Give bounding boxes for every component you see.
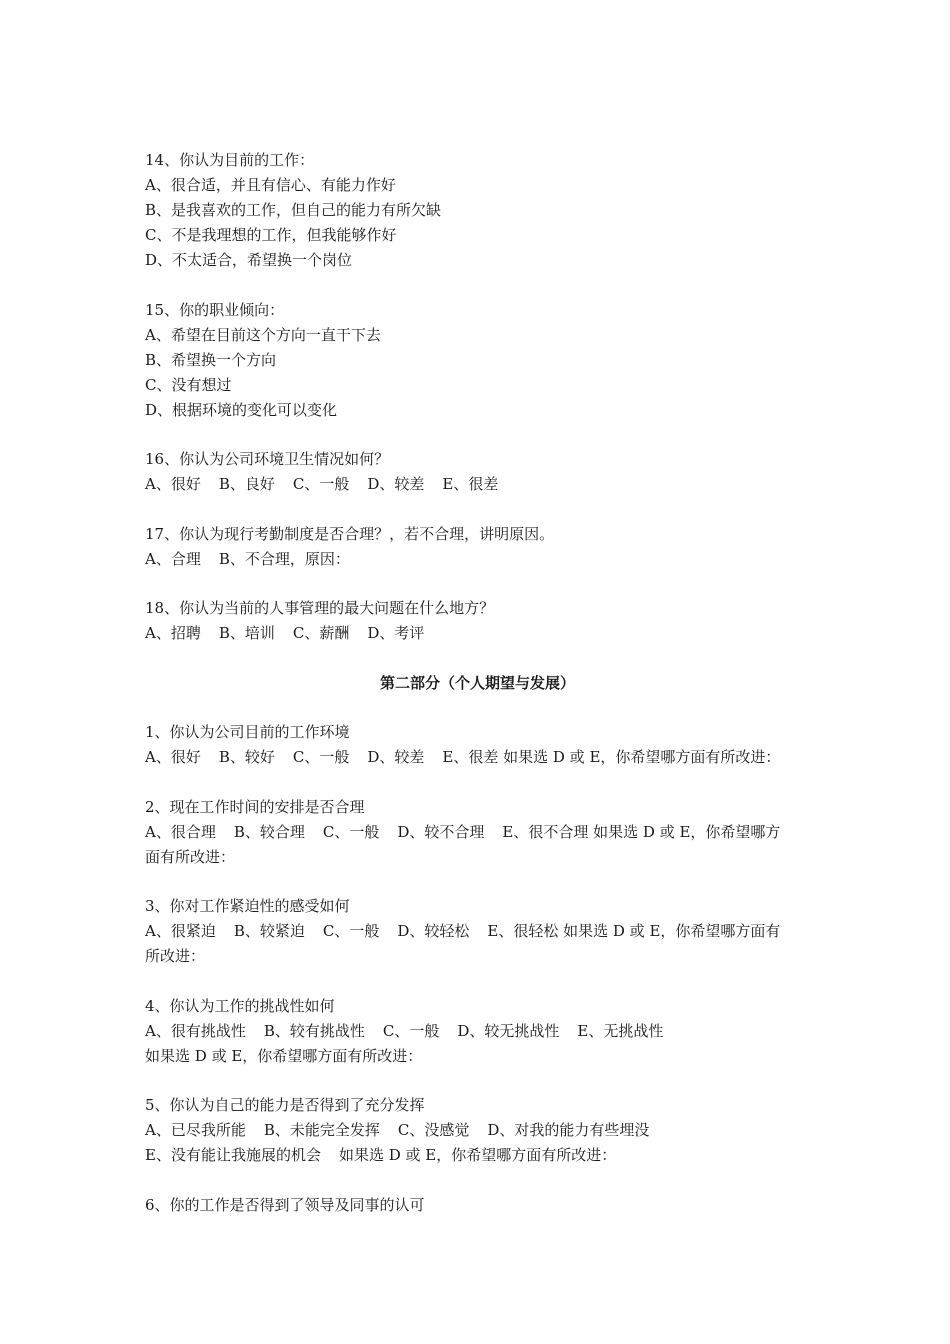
option-b: B、培训 (218, 624, 275, 642)
part2-question-4-continuation: 如果选 D 或 E，你希望哪方面有所改进： (145, 1046, 423, 1065)
option-a: A、已尽我所能 (145, 1121, 246, 1139)
improvement-prompt: 如果选 D 或 E，你希望哪方面有所改进： (338, 1146, 617, 1164)
option-c: C、一般 (322, 922, 380, 940)
part2-question-2-title: 2、现在工作时间的安排是否合理 (145, 797, 365, 816)
option-d: D、考评 (367, 624, 425, 642)
question-14-option-d: D、不太适合，希望换一个岗位 (145, 251, 353, 269)
question-18-options (145, 621, 810, 646)
option-e: E、很差 (442, 475, 499, 493)
option-a: A、招聘 (145, 624, 201, 642)
part2-question-4-options (145, 1019, 810, 1044)
question-14-option-c: C、不是我理想的工作，但我能够作好 (145, 226, 397, 244)
part2-question-3-continuation: 所改进： (145, 947, 206, 965)
option-a: A、很合理 (145, 822, 216, 841)
part2-question-1-title: 1、你认为公司目前的工作环境 (145, 723, 350, 741)
option-e: E、无挑战性 (577, 1021, 664, 1040)
option-c: C、一般 (322, 822, 380, 841)
part2-question-2-options (145, 820, 810, 845)
option-b: B、较合理 (233, 822, 305, 841)
question-14-option-a: A、很合适，并且有信心、有能力作好 (145, 176, 396, 194)
section-heading: 第二部分（个人期望与发展） (379, 673, 575, 692)
option-c: C、一般 (292, 748, 350, 766)
option-b: B、未能完全发挥 (263, 1121, 380, 1139)
option-b: B、较有挑战性 (263, 1021, 365, 1040)
option-c: C、一般 (382, 1021, 440, 1040)
option-b: B、不合理，原因： (218, 549, 350, 568)
question-15-option-c: C、没有想过 (145, 375, 232, 394)
option-b: B、良好 (218, 475, 275, 493)
option-d: D、较差 (367, 475, 425, 493)
question-17-title: 17、你认为现行考勤制度是否合理？，若不合理，讲明原因。 (145, 524, 555, 543)
option-d: D、较差 (367, 748, 425, 766)
document-content (145, 148, 810, 1218)
question-15-option-d: D、根据环境的变化可以变化 (145, 400, 338, 419)
option-e: E、没有能让我施展的机会 (145, 1146, 321, 1164)
question-15-title: 15、你的职业倾向： (145, 300, 285, 319)
option-d: D、较轻松 (397, 922, 470, 940)
option-a: A、合理 (145, 549, 201, 568)
question-15-option-a: A、希望在目前这个方向一直干下去 (145, 325, 381, 344)
option-e: E、很不合理 如果选 D 或 E，你希望哪方 (502, 822, 781, 841)
part2-question-6-title: 6、你的工作是否得到了领导及同事的认可 (145, 1195, 425, 1214)
option-a: A、很紧迫 (145, 922, 216, 940)
question-16-title: 16、你认为公司环境卫生情况如何？ (145, 450, 390, 468)
option-b: B、较紧迫 (233, 922, 305, 940)
question-18-title: 18、你认为当前的人事管理的最大问题在什么地方？ (145, 599, 495, 617)
question-14-title: 14、你认为目前的工作： (145, 151, 315, 169)
part2-question-4-title: 4、你认为工作的挑战性如何 (145, 996, 335, 1015)
part2-question-5-options (145, 1118, 810, 1143)
part2-question-3-options (145, 919, 810, 944)
option-d: D、较不合理 (397, 822, 485, 841)
option-c: C、没感觉 (397, 1121, 470, 1139)
part2-question-1-options (145, 745, 810, 770)
option-b: B、较好 (218, 748, 275, 766)
option-c: C、一般 (292, 475, 350, 493)
question-15-option-b: B、希望换一个方向 (145, 350, 277, 369)
part2-question-5-title: 5、你认为自己的能力是否得到了充分发挥 (145, 1096, 425, 1114)
question-17-options (145, 547, 810, 572)
option-a: A、很有挑战性 (145, 1021, 246, 1040)
question-16-options (145, 472, 810, 497)
option-c: C、薪酬 (292, 624, 350, 642)
option-a: A、很好 (145, 475, 201, 493)
question-14-option-b: B、是我喜欢的工作，但自己的能力有所欠缺 (145, 201, 442, 219)
option-a: A、很好 (145, 748, 201, 766)
option-e: E、很轻松 如果选 D 或 E，你希望哪方面有 (487, 922, 781, 940)
option-d: D、较无挑战性 (457, 1021, 560, 1040)
option-d: D、对我的能力有些埋没 (487, 1121, 650, 1139)
part2-question-2-continuation: 面有所改进： (145, 847, 236, 866)
option-e: E、很差 如果选 D 或 E，你希望哪方面有所改进： (442, 748, 781, 766)
part2-question-3-title: 3、你对工作紧迫性的感受如何 (145, 897, 350, 915)
part2-question-5-options-2 (145, 1143, 810, 1168)
